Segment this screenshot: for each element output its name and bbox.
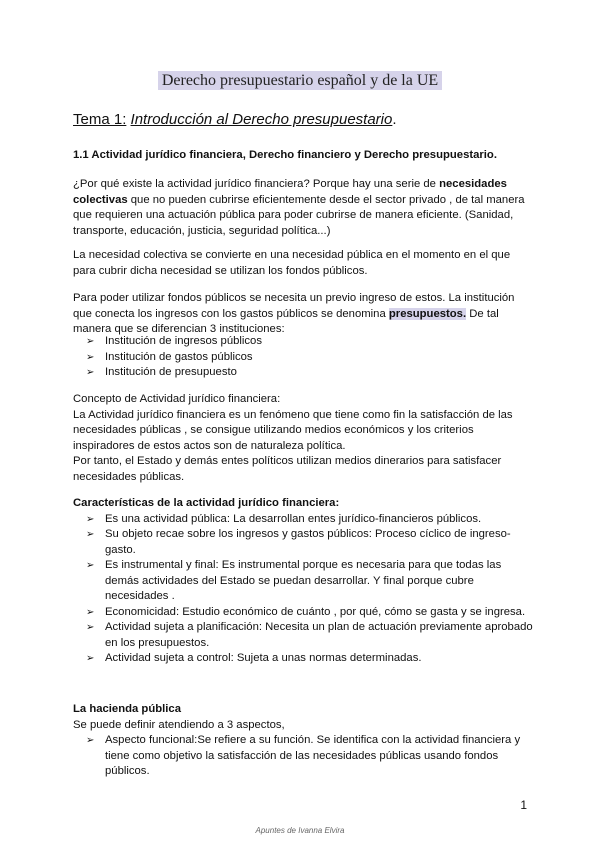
hacienda-heading: La hacienda pública [73,703,181,715]
list-caracteristicas [73,512,535,667]
list-item: ➢ Institución de gastos públicos [73,350,535,366]
arrow-bullet-icon: ➢ [86,622,95,633]
paragraph-necesidad-publica: La necesidad colectiva se convierte en una necesidad pública en el momento en el que para cubrir dicha necesidad se utilizan los fondos públicos. [73,249,511,277]
arrow-bullet-icon: ➢ [86,336,95,347]
term-presupuestos: presupuestos. [388,307,467,320]
caracteristicas-heading: Características de la actividad jurídico financiera: [73,497,340,509]
page-footer: Apuntes de Ivanna Elvira [255,826,345,835]
list-item: ➢ Su objeto recae sobre los ingresos y gastos públicos: Proceso cíclico de ingreso-gasto. [86,528,511,556]
tema-period: . [392,111,397,128]
caracteristicas-section [73,496,535,667]
list-item: ➢ Actividad sujeta a control: Sujeta a unas normas determinadas. [73,651,535,667]
arrow-bullet-icon: ➢ [86,351,95,363]
hacienda-intro: Se puede definir atendiendo a 3 aspectos, [73,718,285,731]
arrow-bullet-icon: ➢ [86,560,95,571]
list-item: ➢ Economicidad: Estudio económico de cuánto , por qué, cómo se gasta y se ingresa. [73,605,535,621]
arrow-bullet-icon: ➢ [86,606,95,618]
concepto-paragraph-2: Por tanto, el Estado y demás entes políticos utilizan medios dinerarios para satisfacer necesidades públicas. [73,455,502,483]
concepto-paragraph: La Actividad jurídico financiera es un fenómeno que tiene como fin la satisfacción de las necesidades públicas , se consigue utilizando medios económicos y los criterios inspiradores de estos actos son de naturaleza política. [73,408,513,452]
list-instituciones [73,334,535,381]
page-number: 1 [520,798,527,812]
arrow-bullet-icon: ➢ [86,735,95,746]
tema-topic: Introducción al Derecho presupuestario [130,111,393,128]
list-item: ➢ Institución de ingresos públicos [73,334,535,350]
list-item: ➢ Institución de presupuesto [73,365,535,381]
document-title: Derecho presupuestario español y de la UE [0,72,600,90]
tema-heading [73,112,535,128]
arrow-bullet-icon: ➢ [86,367,95,378]
hacienda-section [73,702,535,780]
paragraph-necesidades: ¿Por qué existe la actividad jurídico financiera? Porque hay una serie de necesidades colectivas que no pueden cubrirse eficientemente desde el sector privado , de tal manera que requieren una actuación pública para poder cubrirse de manera eficiente. (Sanidad, transporte, educación, justicia, seguridad política...) [73,178,525,237]
list-item: ➢ Actividad sujeta a planificación: Necesita un plan de actuación previamente aprobado en los presupuestos. [86,621,533,649]
concepto-section [73,392,535,485]
list-item: ➢ Aspecto funcional:Se refiere a su función. Se identifica con la actividad financiera y tiene como objetivo la satisfacción de las necesidades públicas usando fondos públicos. [86,734,521,777]
list-hacienda [73,733,535,780]
arrow-bullet-icon: ➢ [86,653,95,664]
list-item: ➢ Es una actividad pública: La desarrollan entes jurídico-financieros públicos. [73,512,535,528]
tema-label: Tema 1: [73,111,127,128]
term-necesidades-colectivas: necesidades colectivas [73,178,507,206]
list-item: ➢ Es instrumental y final: Es instrumental porque es necesaria para que todas las demás actividades del Estado se puedan desarrollar. Y final porque cubre necesidades . [86,559,502,602]
arrow-bullet-icon: ➢ [86,513,95,525]
arrow-bullet-icon: ➢ [86,529,95,540]
paragraph-presupuestos: Para poder utilizar fondos públicos se necesita un previo ingreso de estos. La institución que conecta los ingresos con los gastos públicos se denomina presupuestos. De tal manera que se diferencian 3 instituciones: [73,292,515,335]
section-heading-1-1: 1.1 Actividad jurídico financiera, Derecho financiero y Derecho presupuestario. [73,149,497,161]
concepto-heading: Concepto de Actividad jurídico financiera: [73,393,281,405]
